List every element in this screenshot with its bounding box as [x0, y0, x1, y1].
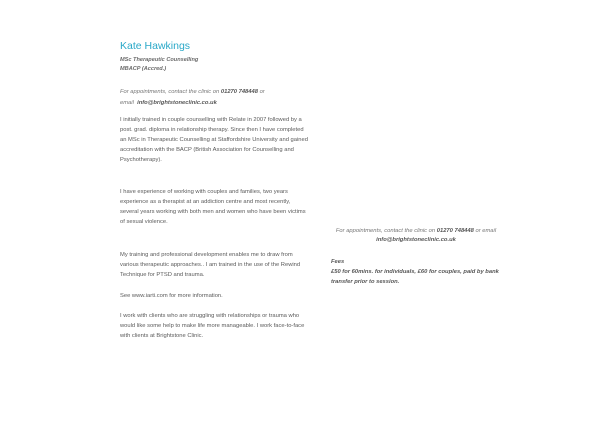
fees-heading: Fees	[331, 259, 345, 265]
clinic-email-link[interactable]: info@brightstoneclinic.co.uk	[137, 100, 217, 106]
email-label: email	[120, 100, 134, 106]
bio-experience-paragraph: I have experience of working with couples and families, two years experience as a therapist at an addiction centre and most recently, several years working with both men and women who have been victims of sexual violence.	[120, 189, 306, 225]
bio-training-paragraph: I initially trained in couple counselling with Relate in 2007 followed by a post. grad. diploma in relationship therapy. Since then I have completed an MSc in Therapeutic Counselling at Staffordshire University and gained accreditation with the BACP (British Association for Counselling and Psychotherapy).	[120, 117, 308, 163]
clinic-phone[interactable]: 01270 748448	[220, 89, 258, 95]
credential-msc: MSc Therapeutic Counselling	[120, 57, 199, 63]
appointment-prefix: For appointments, contact the clinic on	[120, 89, 220, 95]
or-word: or	[259, 89, 265, 95]
sidebar-appointment-prefix: For appointments, contact the clinic on	[335, 228, 436, 234]
sidebar-or-word: or	[475, 228, 481, 234]
bio-clients-paragraph: I work with clients who are struggling with relationships or trauma who would like some help to make life more manageable. I work face-to-face with clients at Brightstone Clinic.	[120, 313, 305, 339]
therapist-name: Kate Hawkings	[120, 40, 191, 52]
bio-more-info-paragraph: See www.iarti.com for more information.	[120, 293, 223, 299]
sidebar-appointment-contact	[331, 227, 501, 246]
fees-details: £50 for 60mins. for individuals, £60 for couples, paid by bank transfer prior to session.	[331, 269, 499, 285]
credential-mbacp: MBACP (Accred.)	[120, 66, 167, 72]
sidebar-clinic-email-link[interactable]: info@brightstoneclinic.co.uk	[376, 237, 456, 244]
appointment-contact	[120, 87, 310, 109]
sidebar-email-label: email	[482, 228, 497, 234]
bio-approaches-paragraph: My training and professional development enables me to draw from various therapeutic approaches.. I am trained in the use of the Rewind Technique for PTSD and trauma.	[120, 252, 301, 278]
sidebar-clinic-phone[interactable]: 01270 748448	[436, 228, 474, 234]
